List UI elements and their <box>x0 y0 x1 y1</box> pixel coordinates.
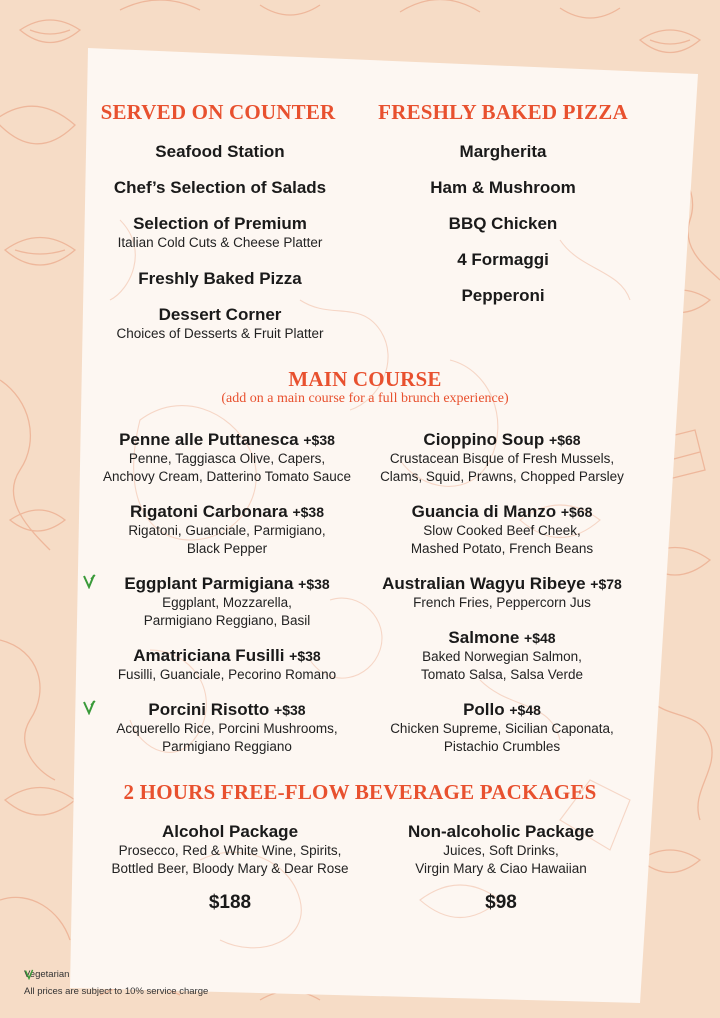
list-item <box>90 178 350 198</box>
item-price: +$38 <box>292 504 325 520</box>
pizza-name: 4 Formaggi <box>457 250 549 269</box>
package-price: $188 <box>208 892 252 913</box>
menu-item <box>82 574 372 630</box>
item-description: Eggplant, Mozzarella, <box>162 595 292 610</box>
package-price: $98 <box>485 892 517 913</box>
menu-item <box>362 430 642 486</box>
package-description: Bottled Beer, Bloody Mary & Dear Rose <box>111 861 349 876</box>
item-name: Seafood Station <box>155 142 285 161</box>
item-description: Tomato Salsa, Salsa Verde <box>420 667 584 682</box>
list-item <box>383 250 623 270</box>
item-description: Crustacean Bisque of Fresh Mussels, <box>389 451 615 466</box>
item-description: Choices of Desserts & Fruit Platter <box>116 326 324 341</box>
package-description: Virgin Mary & Ciao Hawaiian <box>415 861 587 876</box>
item-description: French Fries, Peppercorn Jus <box>413 595 591 610</box>
pizza-name: BBQ Chicken <box>448 214 558 233</box>
item-price: +$68 <box>549 432 581 448</box>
package-name: Alcohol Package <box>161 822 299 841</box>
main-course-title: MAIN COURSE <box>288 367 442 391</box>
item-description: Clams, Squid, Prawns, Chopped Parsley <box>380 469 624 484</box>
item-description: Anchovy Cream, Datterino Tomato Sauce <box>102 469 352 484</box>
list-item <box>383 178 623 198</box>
vegetarian-legend <box>24 969 69 980</box>
menu-item <box>82 646 372 684</box>
item-name: Eggplant Parmigiana <box>124 574 294 593</box>
item-description: Fusilli, Guanciale, Pecorino Romano <box>117 667 337 682</box>
list-item <box>90 269 350 289</box>
item-name: Amatriciana Fusilli <box>133 646 285 665</box>
list-item <box>90 142 350 162</box>
item-price: +$78 <box>590 576 622 592</box>
item-description: Baked Norwegian Salmon, <box>422 649 582 664</box>
item-price: +$48 <box>524 630 556 646</box>
item-name: Porcini Risotto <box>148 700 270 719</box>
item-description: Mashed Potato, French Beans <box>410 541 594 556</box>
list-item <box>383 214 623 234</box>
menu-item <box>362 574 642 612</box>
menu-item <box>82 502 372 558</box>
menu-item <box>362 628 642 684</box>
menu-item <box>362 700 642 756</box>
vegetarian-leaf-icon <box>82 574 96 589</box>
item-description: Pistachio Crumbles <box>443 739 561 754</box>
item-name: Rigatoni Carbonara <box>129 502 288 521</box>
item-name: Guancia di Manzo <box>411 502 557 521</box>
item-name: Australian Wagyu Ribeye <box>382 574 586 593</box>
served-on-counter-title: SERVED ON COUNTER <box>100 100 336 124</box>
item-description: Slow Cooked Beef Cheek, <box>423 523 581 538</box>
main-course-subtitle: (add on a main course for a full brunch experience) <box>221 391 509 406</box>
non-alcoholic-package <box>363 822 639 922</box>
pizza-name: Pepperoni <box>461 286 545 305</box>
vegetarian-leaf-icon <box>24 969 34 980</box>
item-name: Dessert Corner <box>158 305 282 324</box>
alcohol-package <box>80 822 380 922</box>
service-charge-note: All prices are subject to 10% service charge <box>24 986 209 997</box>
item-name: Salmone <box>448 628 520 647</box>
list-item <box>90 214 350 252</box>
menu-item <box>82 430 372 486</box>
package-description: Juices, Soft Drinks, <box>443 843 559 858</box>
item-description: Acquerello Rice, Porcini Mushrooms, <box>116 721 338 736</box>
item-price: +$38 <box>289 648 321 664</box>
package-description: Prosecco, Red & White Wine, Spirits, <box>118 843 342 858</box>
item-price: +$38 <box>303 432 335 448</box>
pizza-name: Ham & Mushroom <box>430 178 576 197</box>
menu-item <box>82 700 372 756</box>
main-course-right-list <box>362 430 642 760</box>
list-item <box>383 142 623 162</box>
item-description: Chicken Supreme, Sicilian Caponata, <box>390 721 614 736</box>
package-name: Non-alcoholic Package <box>407 822 595 841</box>
item-price: +$68 <box>560 504 593 520</box>
vegetarian-label: Vegetarian <box>24 969 70 980</box>
pizza-list <box>383 142 623 312</box>
list-item <box>90 305 350 343</box>
item-description: Parmigiano Reggiano, Basil <box>143 613 311 628</box>
item-price: +$38 <box>274 702 306 718</box>
beverage-title: 2 HOURS FREE-FLOW BEVERAGE PACKAGES <box>123 780 597 804</box>
item-description: Parmigiano Reggiano <box>162 739 292 754</box>
item-description: Italian Cold Cuts & Cheese Platter <box>117 235 323 250</box>
item-name: Pollo <box>463 700 505 719</box>
item-description: Penne, Taggiasca Olive, Capers, <box>128 451 326 466</box>
item-name: Penne alle Puttanesca <box>119 430 299 449</box>
item-name: Chef’s Selection of Salads <box>113 178 327 197</box>
served-on-counter-list <box>90 142 350 352</box>
item-name: Selection of Premium <box>133 214 307 233</box>
item-description: Black Pepper <box>186 541 268 556</box>
pizza-title: FRESHLY BAKED PIZZA <box>378 100 628 124</box>
item-price: +$48 <box>509 702 541 718</box>
item-name: Cioppino Soup <box>423 430 545 449</box>
pizza-name: Margherita <box>459 142 547 161</box>
list-item <box>383 286 623 306</box>
item-name: Freshly Baked Pizza <box>138 269 302 288</box>
menu-item <box>362 502 642 558</box>
item-price: +$38 <box>298 576 330 592</box>
vegetarian-leaf-icon <box>82 700 96 715</box>
main-course-left-list <box>82 430 372 760</box>
item-description: Rigatoni, Guanciale, Parmigiano, <box>128 523 326 538</box>
